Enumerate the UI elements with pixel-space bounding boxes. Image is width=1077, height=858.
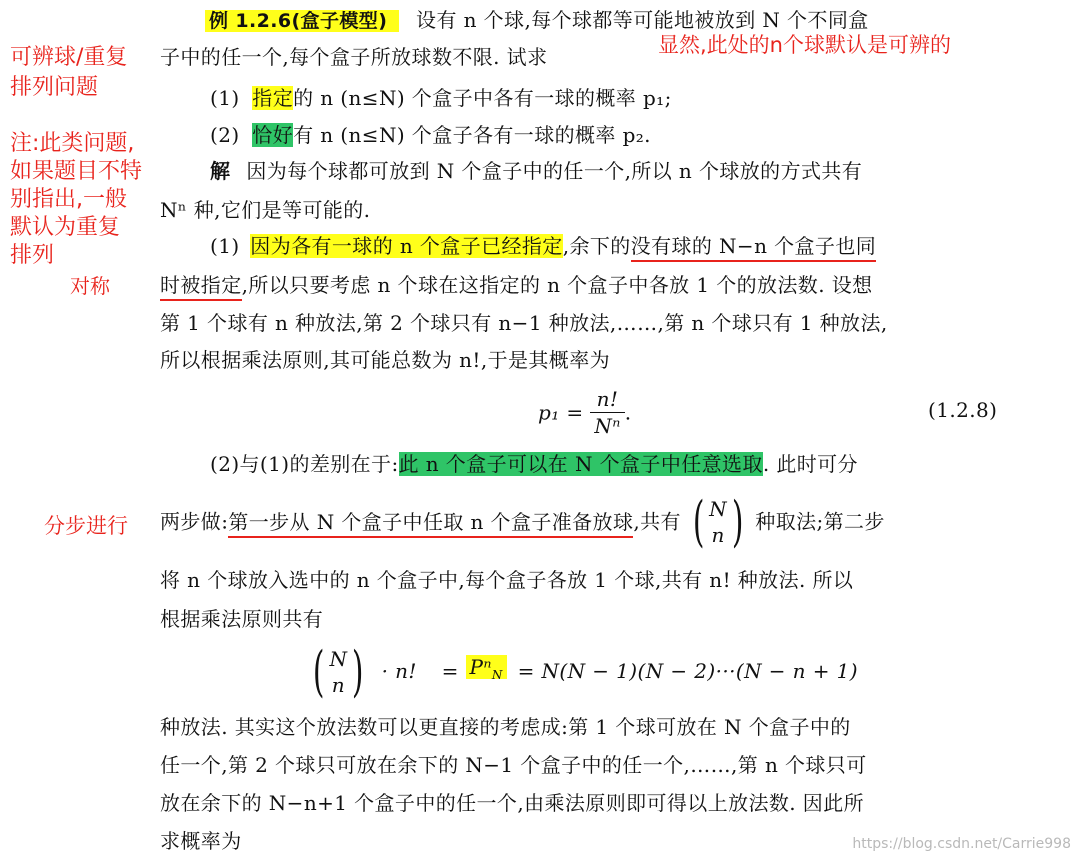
annotation-note-2: 如果题目不特 xyxy=(10,159,143,184)
equation-1 xyxy=(538,386,631,439)
q1-rest: 的 n (n≤N) 个盒子中各有一球的概率 p₁; xyxy=(293,86,672,110)
part-1-line-3: 第 1 个球有 n 种放法,第 2 个球只有 n−1 种放法,……,第 n 个球只有 1 种放法, xyxy=(160,311,888,335)
part-1-line-4: 所以根据乘法原则,其可能总数为 n!,于是其概率为 xyxy=(160,348,610,372)
eq2-binom-top: N xyxy=(329,646,348,671)
part-1-mid: ,余下的 xyxy=(562,234,631,258)
part-2-line-4: 根据乘法原则共有 xyxy=(160,607,324,631)
part-2-line-3: 将 n 个球放入选中的 n 个盒子中,每个盒子各放 1 个球,共有 n! 种放法. 所以 xyxy=(160,568,854,592)
eq2-binom-bottom: n xyxy=(331,672,346,697)
eq1-tail: . xyxy=(624,400,632,425)
annotation-symmetry: 对称 xyxy=(70,274,110,298)
question-1 xyxy=(210,83,672,113)
binom-top: N xyxy=(709,497,728,522)
part-2-prefix: (2)与(1)的差别在于: xyxy=(210,452,399,476)
part-1-highlight: 因为各有一球的 n 个盒子已经指定 xyxy=(250,234,563,258)
watermark: https://blog.csdn.net/Carrie998 xyxy=(852,836,1071,852)
annotation-note-4: 默认为重复 xyxy=(10,215,121,240)
part-1-line-2 xyxy=(160,270,873,300)
part-1-underline-b: 时被指定 xyxy=(160,273,242,301)
binomial-n-choose: ( N n ) xyxy=(692,490,744,554)
part-1-underline-a: 没有球的 N−n 个盒子也同 xyxy=(631,234,876,262)
binom-bottom: n xyxy=(711,523,725,548)
example-header xyxy=(205,5,869,36)
part-2-line-2-mid: ,共有 xyxy=(633,509,681,534)
part-1-line-2-rest: ,所以只要考虑 n 个球在这指定的 n 个盒子中各放 1 个的放法数. 设想 xyxy=(241,273,873,297)
eq1-numerator: n! xyxy=(590,386,624,413)
q1-highlight: 指定 xyxy=(252,86,294,110)
eq2-rhs: = N(N − 1)(N − 2)···(N − n + 1) xyxy=(517,659,858,683)
part-1-line-1 xyxy=(210,231,876,261)
eq1-denominator: Nⁿ xyxy=(594,414,621,438)
question-2 xyxy=(210,120,651,150)
solution-label: 解 xyxy=(210,159,231,183)
eq1-fraction xyxy=(590,386,624,439)
solution-text-1: 因为每个球都可放到 N 个盒子中的任一个,所以 n 个球放的方式共有 xyxy=(246,159,863,183)
equation-1-number: (1.2.8) xyxy=(928,398,998,422)
eq2-equals: = xyxy=(441,659,459,683)
annotation-note-3: 别指出,一般 xyxy=(10,187,127,212)
part-2-highlight: 此 n 个盒子可以在 N 个盒子中任意选取 xyxy=(398,452,763,476)
q2-rest: 有 n (n≤N) 个盒子各有一球的概率 p₂. xyxy=(293,123,651,147)
eq2-permutation xyxy=(466,655,507,682)
annotation-distinguishable-2: 排列问题 xyxy=(10,75,99,100)
part-3-line-4: 求概率为 xyxy=(160,829,242,853)
annotation-note-5: 排列 xyxy=(10,243,55,268)
annotation-right-note: 显然,此处的n个球默认是可辨的 xyxy=(658,33,951,57)
part-1-prefix: (1) xyxy=(210,234,240,258)
part-2-line-2-rest: 种取法;第二步 xyxy=(755,509,885,534)
part-3-line-1: 种放法. 其实这个放法数可以更直接的考虑成:第 1 个球可放在 N 个盒子中的 xyxy=(160,715,851,739)
part-2-underline: 第一步从 N 个盒子中任取 n 个盒子准备放球 xyxy=(228,510,633,538)
q2-prefix: (2) xyxy=(210,123,240,147)
example-intro-1: 设有 n 个球,每个球都等可能地被放到 N 个不同盒 xyxy=(416,8,869,32)
part-3-line-2: 任一个,第 2 个球只可放在余下的 N−1 个盒子中的任一个,……,第 n 个球只可 xyxy=(160,753,867,777)
solution-line-1 xyxy=(210,156,862,186)
annotation-note-1: 注:此类问题, xyxy=(10,131,135,156)
example-intro-line-2: 子中的任一个,每个盒子所放球数不限. 试求 xyxy=(160,45,548,69)
example-title: 例 1.2.6(盒子模型) xyxy=(205,10,399,32)
solution-line-2: Nⁿ 种,它们是等可能的. xyxy=(160,198,371,222)
part-3-line-3: 放在余下的 N−n+1 个盒子中的任一个,由乘法原则即可得以上放法数. 因此所 xyxy=(160,791,865,815)
equation-2 xyxy=(308,640,858,702)
eq2-p-subscript: N xyxy=(491,668,503,682)
annotation-distinguishable: 可辨球/重复 xyxy=(10,45,128,70)
part-2-line-1 xyxy=(210,449,858,479)
eq2-factorial: · n! xyxy=(381,659,417,683)
binomial-eq2: ( N n ) xyxy=(312,639,365,703)
q2-highlight: 恰好 xyxy=(252,123,294,147)
q1-prefix: (1) xyxy=(210,86,240,110)
part-2-line-1-rest: . 此时可分 xyxy=(762,452,858,476)
annotation-step-by-step: 分步进行 xyxy=(44,514,128,538)
part-2-line-2 xyxy=(160,490,885,554)
part-2-line-2-prefix: 两步做: xyxy=(160,509,229,534)
eq2-p-symbol: Pⁿ xyxy=(469,655,492,679)
eq1-lhs: p₁ = xyxy=(538,400,584,425)
